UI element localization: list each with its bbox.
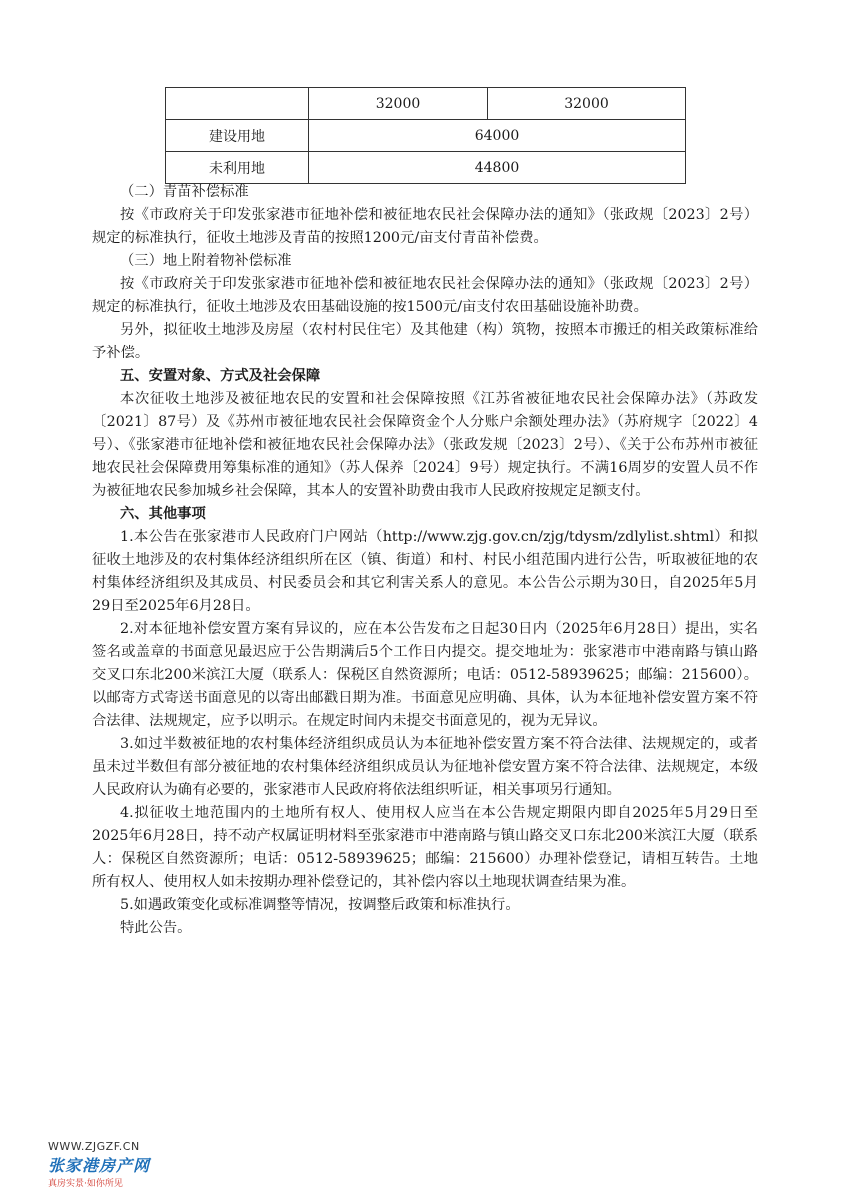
paragraph: （三）地上附着物补偿标准	[120, 253, 292, 269]
compensation-table	[165, 87, 686, 184]
site-watermark	[48, 1140, 150, 1189]
table-cell: 32000	[309, 88, 488, 120]
paragraph: 特此公告。	[120, 920, 192, 936]
paragraph: 本次征收土地涉及被征地农民的安置和社会保障按照《江苏省被征地农民社会保障办法》（苏政发〔2021〕87号）及《苏州市被征地农民社会保障资金个人分账户余额处理办法》（苏府规字〔2022〕4号）、《张家港市征地补偿和被征地农民社会保障办法》（张政发规〔2023〕2号）、《关于公布苏州市被征地农民社会保障费用筹集标准的通知》（苏人保养〔2024〕9号）规定执行。不满16周岁的安置人员不作为被征地农民参加城乡社会保障，其本人的安置补助费由我市人民政府按规定足额支付。	[92, 391, 758, 499]
table-row-label: 建设用地	[166, 120, 309, 152]
table-cell	[166, 88, 309, 120]
table-row	[166, 120, 686, 152]
table-cell: 44800	[309, 152, 686, 184]
section-heading: 五、安置对象、方式及社会保障	[120, 368, 321, 384]
table-row-label: 未利用地	[166, 152, 309, 184]
paragraph: 另外，拟征收土地涉及房屋（农村村民住宅）及其他建（构）筑物，按照本市搬迁的相关政策标准给予补偿。	[92, 322, 758, 361]
paragraph: 按《市政府关于印发张家港市征地补偿和被征地农民社会保障办法的通知》（张政规〔2023〕2号）规定的标准执行，征收土地涉及青苗的按照1200元/亩支付青苗补偿费。	[92, 207, 758, 246]
watermark-brand: 张家港房产网	[48, 1156, 151, 1175]
paragraph: 4.拟征收土地范围内的土地所有权人、使用权人应当在本公告规定期限内即自2025年5月29日至2025年6月28日，持不动产权属证明材料至张家港市中港南路与镇山路交叉口东北200米滨江大厦（联系人：保税区自然资源所；电话：0512-58939625；邮编：215600）办理补偿登记，请相互转告。土地所有权人、使用权人如未按期办理补偿登记的，其补偿内容以土地现状调查结果为准。	[92, 805, 758, 890]
table-row	[166, 88, 686, 120]
paragraph: 2.对本征地补偿安置方案有异议的，应在本公告发布之日起30日内（2025年6月28日）提出，实名签名或盖章的书面意见最迟应于公告期满后5个工作日内提交。提交地址为：张家港市中港南路与镇山路交叉口东北200米滨江大厦（联系人：保税区自然资源所；电话：0512-58939625；邮编：215600）。以邮寄方式寄送书面意见的以寄出邮戳日期为准。书面意见应明确、具体，认为本征地补偿安置方案不符合法律、法规规定，应予以明示。在规定时间内未提交书面意见的，视为无异议。	[92, 621, 758, 729]
watermark-slogan: 真房实景·如你所见	[48, 1179, 123, 1189]
watermark-url: WWW.ZJGZF.CN	[48, 1140, 140, 1153]
paragraph: 1.本公告在张家港市人民政府门户网站（http://www.zjg.gov.cn/zjg/tdysm/zdlylist.shtml）和拟征收土地涉及的农村集体经济组织所在区（镇、街道）和村、村民小组范围内进行公告，听取被征地的农村集体经济组织及其成员、村民委员会和其它利害关系人的意见。本公告公示期为30日，自2025年5月29日至2025年6月28日。	[92, 529, 758, 614]
section-heading: 六、其他事项	[120, 506, 206, 522]
table-cell: 32000	[488, 88, 686, 120]
paragraph: （二）青苗补偿标准	[120, 184, 249, 200]
paragraph: 5.如遇政策变化或标准调整等情况，按调整后政策和标准执行。	[120, 897, 520, 913]
paragraph: 3.如过半数被征地的农村集体经济组织成员认为本征地补偿安置方案不符合法律、法规规定的，或者虽未过半数但有部分被征地的农村集体经济组织成员认为征地补偿安置方案不符合法律、法规规定，本级人民政府认为确有必要的，张家港市人民政府将依法组织听证，相关事项另行通知。	[92, 736, 758, 798]
paragraph: 按《市政府关于印发张家港市征地补偿和被征地农民社会保障办法的通知》（张政规〔2023〕2号）规定的标准执行，征收土地涉及农田基础设施的按1500元/亩支付农田基础设施补助费。	[92, 276, 758, 315]
document-body	[92, 181, 758, 940]
table-cell: 64000	[309, 120, 686, 152]
table-row	[166, 152, 686, 184]
